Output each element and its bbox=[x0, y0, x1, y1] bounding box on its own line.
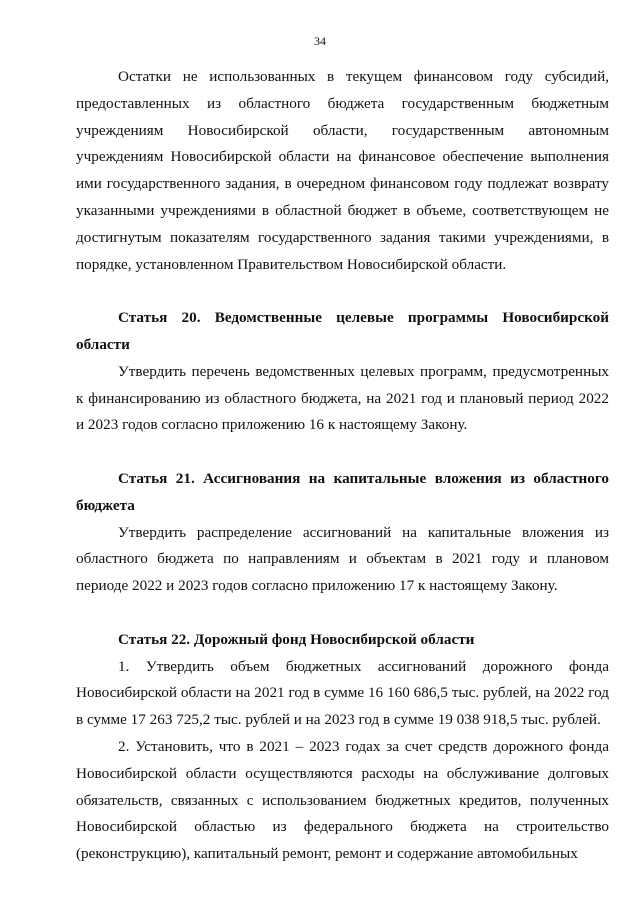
page-number: 34 bbox=[314, 34, 326, 48]
article-22-item-1: 1. Утвердить объем бюджетных ассигнований дорожного фонда Новосибирской области на 2021 год в сумме 16 160 686,5 тыс. рублей, на 2022 год в сумме 17 263 725,2 тыс. рублей и на 2023 год в сумме 19 038 918,5 тыс. рублей. bbox=[76, 657, 609, 729]
article-20-text: Утвердить перечень ведомственных целевых программ, предусмотренных к финансированию из областного бюджета, на 2021 год и плановый период 2022 и 2023 годов согласно приложению 16 к настоящему Закону. bbox=[76, 362, 609, 434]
article-21-heading: Статья 21. Ассигнования на капитальные вложения из областного бюджета bbox=[76, 469, 609, 514]
article-22-heading: Статья 22. Дорожный фонд Новосибирской области bbox=[118, 630, 475, 648]
spacer bbox=[76, 278, 609, 305]
document-body bbox=[76, 64, 609, 868]
article-22-item-2: 2. Установить, что в 2021 – 2023 годах за счет средств дорожного фонда Новосибирской области осуществляются расходы на обслуживание долговых обязательств, связанных с использованием бюджетных кредитов, полученных Новосибирской областью из федерального бюджета на строительство (реконструкцию), капитальный ремонт, ремонт и содержание автомобильных bbox=[76, 737, 609, 863]
article-21-text: Утвердить распределение ассигнований на капитальные вложения из областного бюджета по направлениям и объектам в 2021 году и плановом периоде 2022 и 2023 годов согласно приложению 17 к настоящему Закону. bbox=[76, 523, 609, 595]
spacer bbox=[76, 600, 609, 627]
spacer bbox=[76, 439, 609, 466]
paragraph-subsidy-remainders: Остатки не использованных в текущем финансовом году субсидий, предоставленных из областного бюджета государственным бюджетным учреждениям Новосибирской области, государственным автономным учреждениям Новосибирской области на финансовое обеспечение выполнения ими государственного задания, в очередном финансовом году подлежат возврату указанными учреждениями в областной бюджет в объеме, соответствующем не достигнутым показателям государственного задания такими учреждениями, в порядке, установленном Правительством Новосибирской области. bbox=[76, 68, 609, 273]
article-20-heading: Статья 20. Ведомственные целевые программы Новосибирской области bbox=[76, 309, 609, 353]
